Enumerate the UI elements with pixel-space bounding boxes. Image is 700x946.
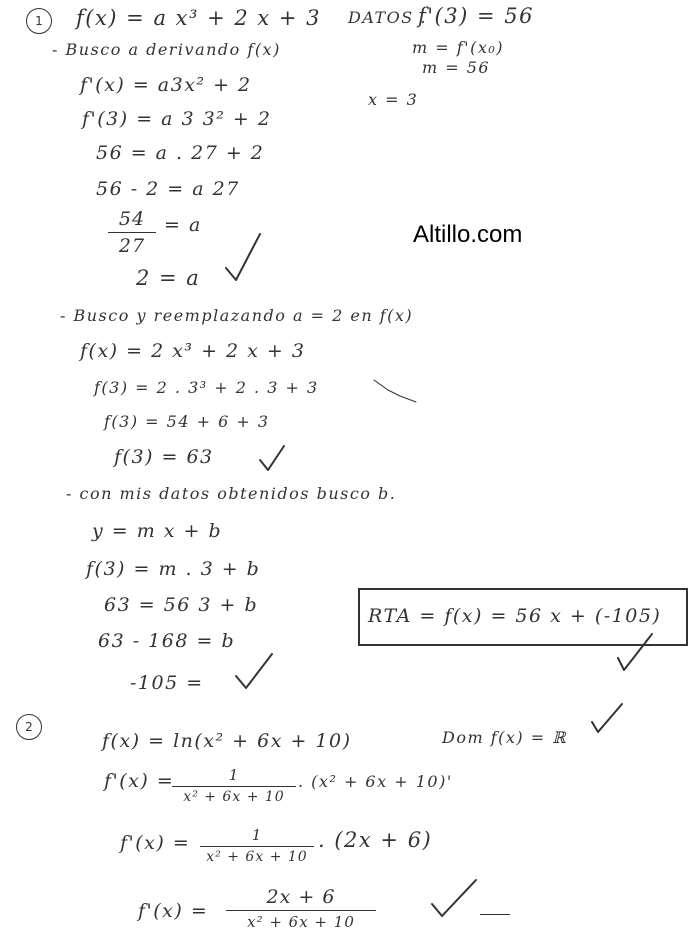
checkmark-icon (258, 444, 286, 472)
function-at-3-result: f(3) = 63 (114, 446, 214, 468)
function-with-a: f(x) = 2 x³ + 2 x + 3 (80, 340, 306, 362)
exercise-1-number: 1 (26, 8, 52, 34)
pen-stroke (480, 914, 510, 915)
answer-text: RTA = f(x) = 56 x + (-105) (368, 605, 662, 627)
checkmark-icon (616, 632, 654, 672)
equation-line: 63 = 56 3 + b (104, 594, 259, 616)
derivative-fraction: 1 x² + 6x + 10 (172, 766, 296, 805)
function-at-3: f(3) = 2 . 3³ + 2 . 3 + 3 (94, 378, 319, 397)
step-replace-a: - Busco y reemplazando a = 2 en f(x) (60, 306, 414, 325)
derivative-lhs: f'(x) = (138, 900, 209, 922)
derivative-lhs: f'(x) = (120, 832, 191, 854)
step-find-b: - con mis datos obtenidos busco b. (66, 484, 397, 503)
log-function: f(x) = ln(x² + 6x + 10) (102, 730, 352, 752)
derivative-chain: . (x² + 6x + 10)' (298, 772, 453, 791)
pen-scribble-icon (372, 376, 422, 406)
b-result: -105 = (130, 672, 204, 694)
datos-label: DATOS . (348, 8, 427, 27)
x-value: x = 3 (368, 90, 419, 109)
watermark: Altillo.com (413, 221, 523, 248)
equation-line: 56 = a . 27 + 2 (96, 142, 265, 164)
function-definition: f(x) = a x³ + 2 x + 3 (76, 6, 322, 30)
line-equation: y = m x + b (92, 520, 223, 542)
equation-line: 63 - 168 = b (98, 630, 236, 652)
equation-line: 56 - 2 = a 27 (96, 178, 240, 200)
derivative-lhs: f'(x) = (104, 770, 175, 792)
step-find-a: - Busco a derivando f(x) (52, 40, 281, 59)
checkmark-icon (430, 878, 478, 920)
derivative-at-3: f'(3) = a 3 3² + 2 (82, 108, 272, 130)
fraction-54-27: 54 27 (108, 208, 156, 257)
exercise-2-number: 2 (16, 714, 42, 740)
slope-definition: m = f'(x₀) (412, 38, 504, 57)
domain: Dom f(x) = ℝ (442, 728, 568, 747)
fraction-rhs: = a (164, 214, 202, 236)
function-at-3-sum: f(3) = 54 + 6 + 3 (104, 412, 270, 431)
derivative-line: f'(x) = a3x² + 2 (80, 74, 252, 96)
slope-value: m = 56 (422, 58, 491, 77)
checkmark-icon (224, 232, 264, 284)
derivative-fraction: 1 x² + 6x + 10 (200, 826, 314, 865)
line-equation-at-3: f(3) = m . 3 + b (86, 558, 261, 580)
a-result: 2 = a (136, 266, 201, 290)
datos-value: f'(3) = 56 (418, 4, 534, 28)
derivative-result-fraction: 2x + 6 x² + 6x + 10 (226, 886, 376, 931)
derivative-inner: . (2x + 6) (318, 828, 433, 852)
checkmark-icon (234, 652, 274, 690)
checkmark-icon (590, 702, 624, 736)
